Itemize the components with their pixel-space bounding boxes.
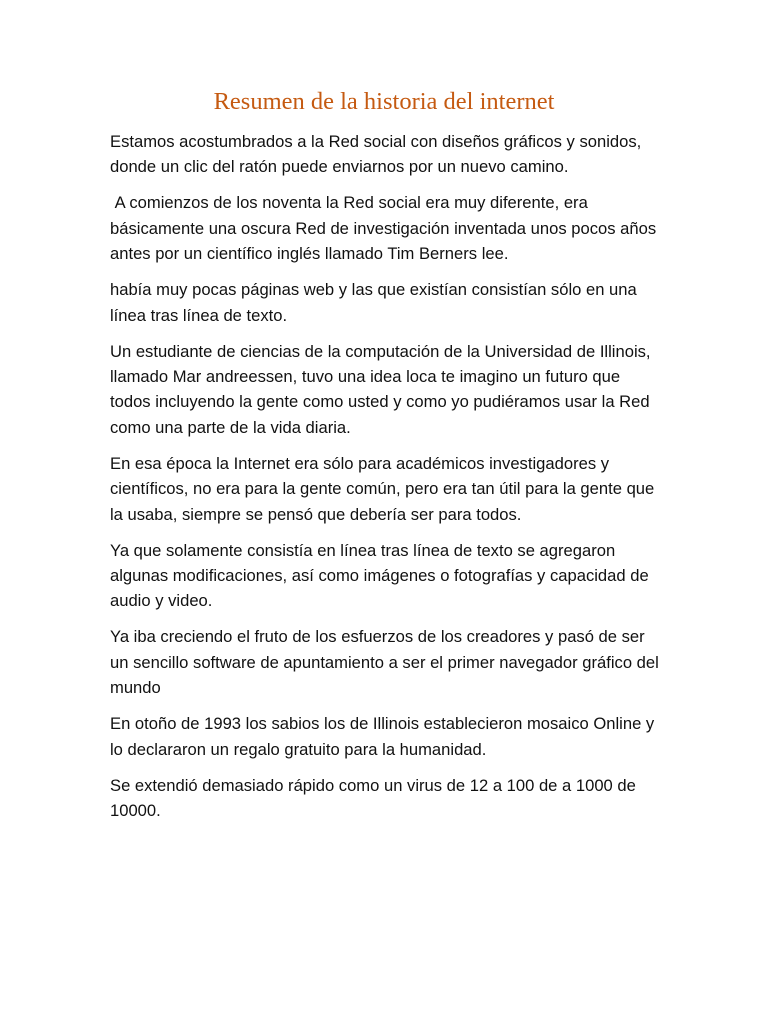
- document-title: Resumen de la historia del internet: [213, 88, 555, 115]
- paragraph-5: En esa época la Internet era sólo para académicos investigadores y científicos, no era para la gente común, pero era tan útil para la gente que la usaba, siempre se pensó que debería ser para todos.: [110, 453, 655, 524]
- paragraph-1: Estamos acostumbrados a la Red social con diseños gráficos y sonidos, donde un clic del ratón puede enviarnos por un nuevo camino.: [110, 132, 642, 177]
- paragraph-8: En otoño de 1993 los sabios los de Illinois establecieron mosaico Online y lo declararon un regalo gratuito para la humanidad.: [110, 714, 655, 759]
- paragraph-6: Ya que solamente consistía en línea tras línea de texto se agregaron algunas modificaciones, así como imágenes o fotografías y capacidad de audio y video.: [110, 540, 649, 611]
- paragraph-3: había muy pocas páginas web y las que existían consistían sólo en una línea tras línea de texto.: [110, 280, 637, 325]
- paragraph-2: A comienzos de los noventa la Red social era muy diferente, era básicamente una oscura Red de investigación inventada unos pocos años antes por un científico inglés llamado Tim Berners lee.: [110, 193, 661, 264]
- paragraph-7: Ya iba creciendo el fruto de los esfuerzos de los creadores y pasó de ser un sencillo software de apuntamiento a ser el primer navegador gráfico del mundo: [110, 627, 659, 698]
- paragraph-4: Un estudiante de ciencias de la computación de la Universidad de Illinois, llamado Mar andreessen, tuvo una idea loca te imagino un futuro que todos incluyendo la gente como usted y como yo pudiéramos usar la Red como una parte de la vida diaria.: [110, 341, 651, 437]
- paragraph-9: Se extendió demasiado rápido como un virus de 12 a 100 de a 1000 de 10000.: [110, 775, 636, 821]
- document-body: [110, 129, 662, 834]
